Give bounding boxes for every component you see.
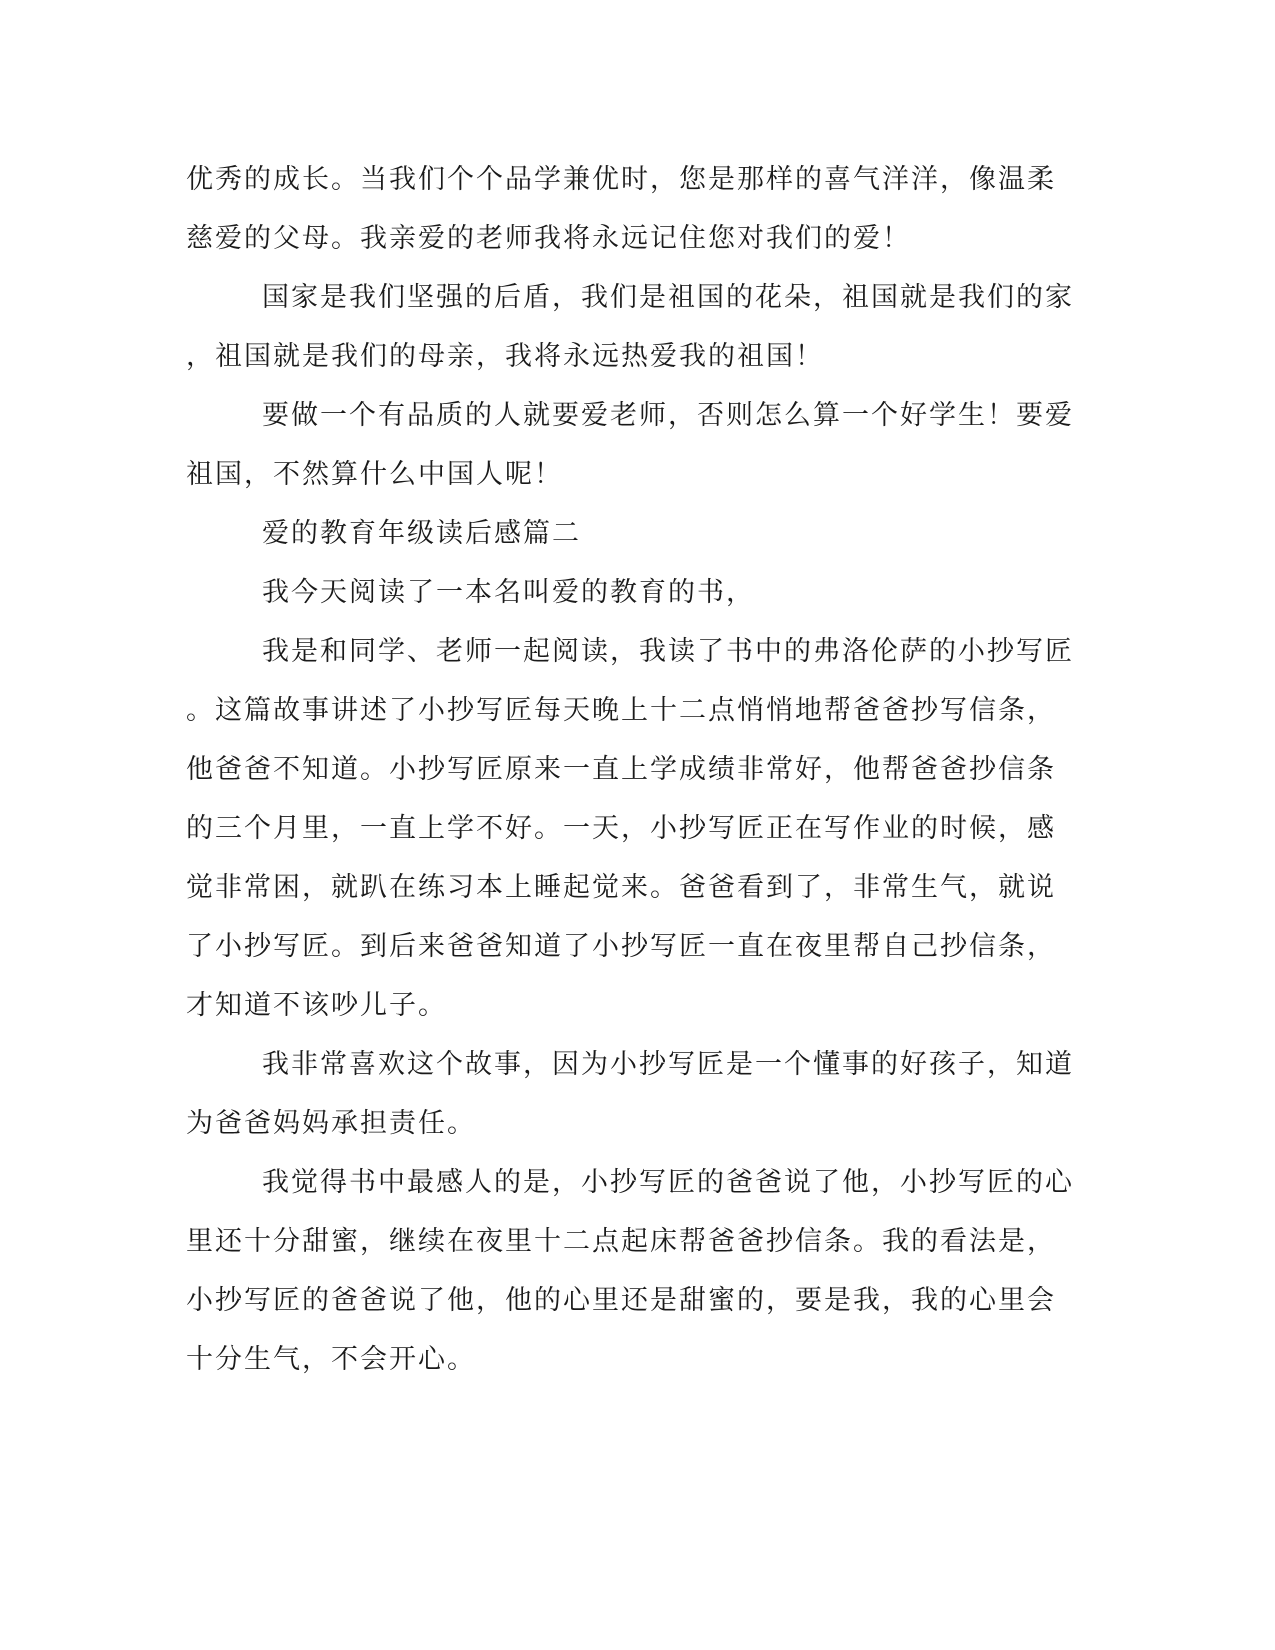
text-line: 我非常喜欢这个故事，因为小抄写匠是一个懂事的好孩子，知道 bbox=[262, 1049, 1074, 1080]
text-line: 我觉得书中最感人的是，小抄写匠的爸爸说了他，小抄写匠的心 bbox=[262, 1167, 1074, 1198]
text-line: 国家是我们坚强的后盾，我们是祖国的花朵，祖国就是我们的家 bbox=[262, 282, 1074, 313]
text-line: 觉非常困，就趴在练习本上睡起觉来。爸爸看到了，非常生气，就说 bbox=[186, 872, 1056, 903]
text-line: 为爸爸妈妈承担责任。 bbox=[186, 1108, 476, 1139]
text-line: 了小抄写匠。到后来爸爸知道了小抄写匠一直在夜里帮自己抄信条， bbox=[186, 931, 1056, 962]
text-line: 。这篇故事讲述了小抄写匠每天晚上十二点悄悄地帮爸爸抄写信条， bbox=[186, 695, 1056, 726]
text-line: 小抄写匠的爸爸说了他，他的心里还是甜蜜的，要是我，我的心里会 bbox=[186, 1285, 1056, 1316]
text-line: 祖国，不然算什么中国人呢！ bbox=[186, 459, 563, 490]
text-line: 的三个月里，一直上学不好。一天，小抄写匠正在写作业的时候，感 bbox=[186, 813, 1056, 844]
text-line: 里还十分甜蜜，继续在夜里十二点起床帮爸爸抄信条。我的看法是， bbox=[186, 1226, 1056, 1257]
text-line: 十分生气，不会开心。 bbox=[186, 1344, 476, 1375]
text-line: 要做一个有品质的人就要爱老师，否则怎么算一个好学生！要爱 bbox=[262, 400, 1074, 431]
text-line: 我今天阅读了一本名叫爱的教育的书， bbox=[262, 577, 755, 608]
text-line: 他爸爸不知道。小抄写匠原来一直上学成绩非常好，他帮爸爸抄信条 bbox=[186, 754, 1056, 785]
text-line: 才知道不该吵儿子。 bbox=[186, 990, 447, 1021]
section-heading: 爱的教育年级读后感篇二 bbox=[262, 518, 581, 549]
text-line: 我是和同学、老师一起阅读，我读了书中的弗洛伦萨的小抄写匠 bbox=[262, 636, 1074, 667]
text-line: 优秀的成长。当我们个个品学兼优时，您是那样的喜气洋洋，像温柔 bbox=[186, 164, 1056, 195]
text-line: 慈爱的父母。我亲爱的老师我将永远记住您对我们的爱！ bbox=[186, 223, 911, 254]
text-line: ，祖国就是我们的母亲，我将永远热爱我的祖国！ bbox=[186, 341, 824, 372]
